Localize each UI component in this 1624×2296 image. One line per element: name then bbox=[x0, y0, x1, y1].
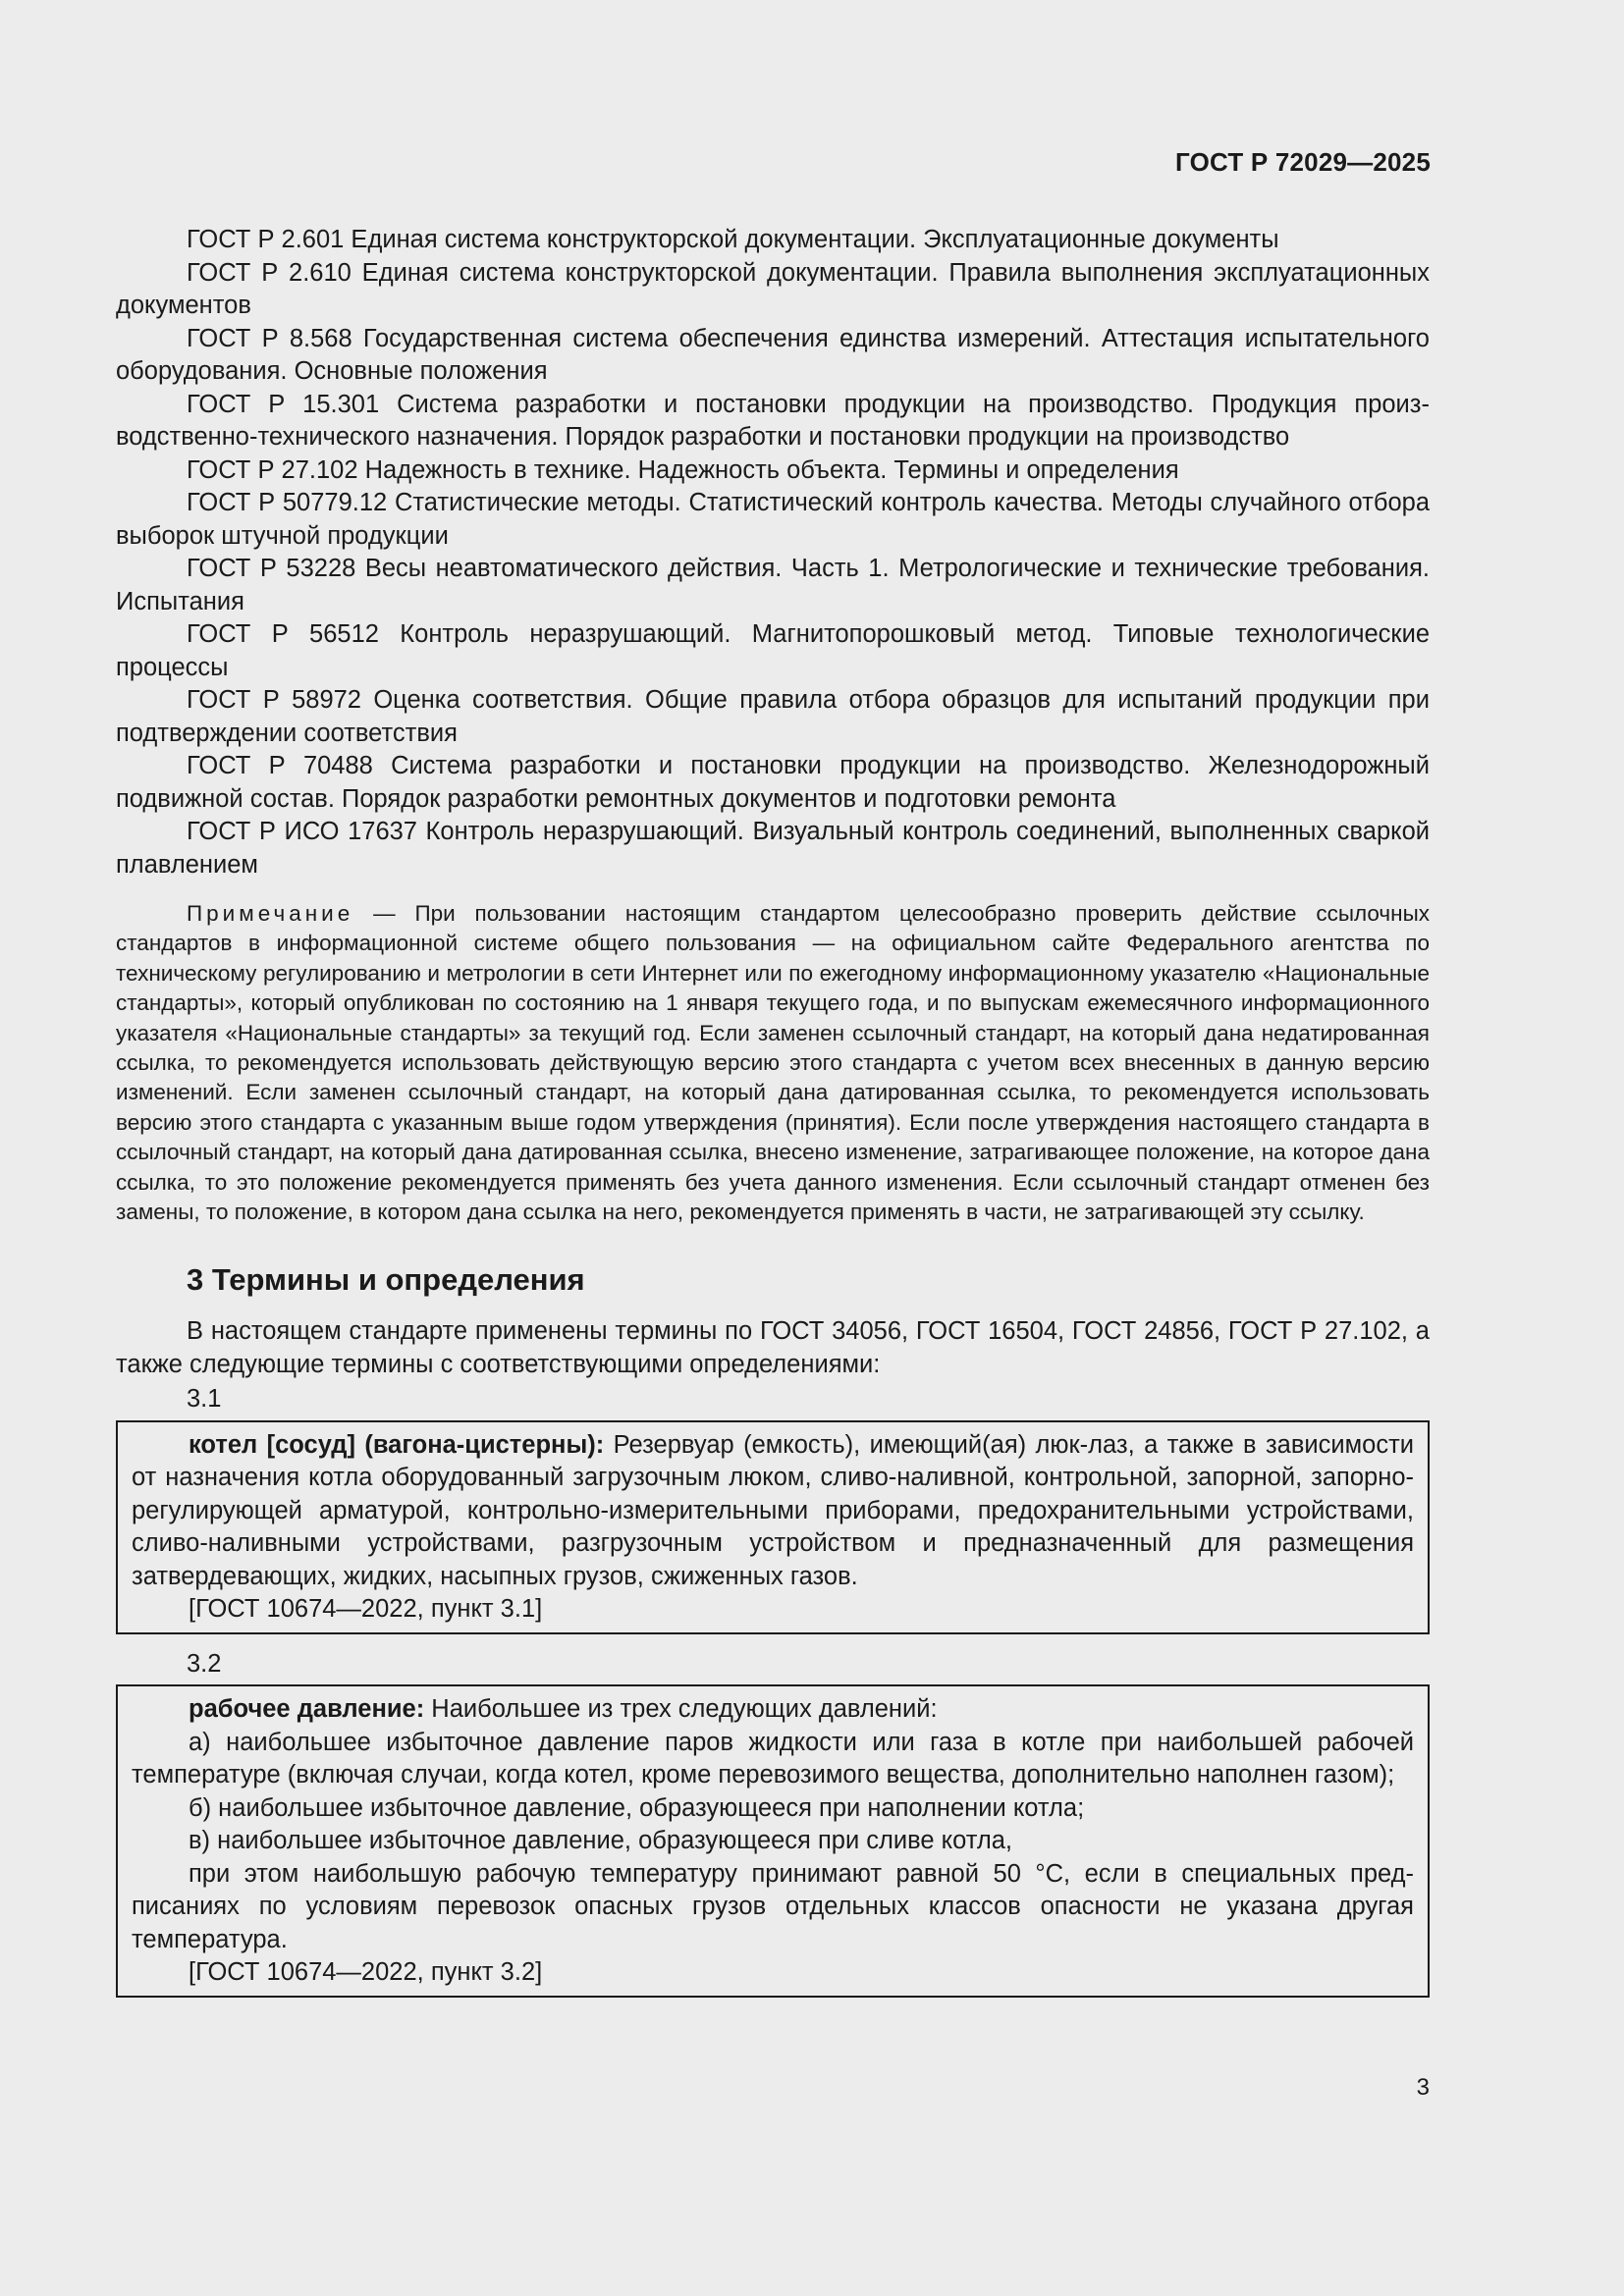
reference-item: ГОСТ Р 53228 Весы неавтоматического действия. Часть 1. Метрологические и технические требования. Испытания bbox=[116, 555, 1430, 615]
term-source: [ГОСТ 10674—2022, пункт 3.1] bbox=[189, 1595, 543, 1624]
term-number: 3.2 bbox=[187, 1649, 222, 1678]
reference-item: ГОСТ Р 56512 Контроль неразрушающий. Магнитопорошковый метод. Типовые технологические процессы bbox=[116, 620, 1430, 681]
term-list-item: б) наибольшее избыточное давление, образующееся при наполнении котла; bbox=[189, 1793, 1085, 1822]
note-paragraph bbox=[116, 899, 1430, 1227]
section-intro: В настоящем стандарте применены термины по ГОСТ 34056, ГОСТ 16504, ГОСТ 24856, ГОСТ Р 27.102, а также следующие термины с соответствующими определениями: bbox=[116, 1317, 1430, 1378]
note-text: — При пользовании настоящим стандартом целесообразно проверить действие ссылочных стандартов в информационной системе общего пользования — на официальном сайте Федерального агентства по техническому регулированию и метрологии в сети Интернет или по ежегодному информационному указателю «Национальные стандарты», который опубликован по состоянию на 1 января текущего года, и по выпускам ежемесячного информационного указателя «Национальные стандарты» за текущий год. Если заменен ссылочный стандарт, на который дана недатированная ссылка, то рекомендуется использовать действующую версию этого стандарта с учетом всех внесенных в данную версию изменений. Если заменен ссылочный стандарт, на который дана датированная ссылка, то рекомендуется использовать версию этого стандарта с указанным выше годом утверждения (принятия). Если после утверждения настоящего стандарта в ссылочный стандарт, на который дана датированная ссылка, внесено изменение, затрагивающее положение, на которое дана ссылка, то это положение рекомендуется применять без учета данного изменения. Если ссылочный стандарт отменен без замены, то положение, в котором дана ссылка на него, рекомендуется применять в части, не затрагивающей эту ссылку. bbox=[116, 901, 1430, 1225]
term-text: Наибольшее из трех следующих давлений: bbox=[424, 1695, 938, 1724]
page-content bbox=[116, 224, 1430, 2011]
reference-item: ГОСТ Р 2.610 Единая система конструкторской документации. Правила выполнения эксплуатационных документов bbox=[116, 258, 1430, 319]
document-code: ГОСТ Р 72029—2025 bbox=[1175, 147, 1431, 177]
page-number: 3 bbox=[1416, 2074, 1430, 2101]
reference-item: ГОСТ Р 8.568 Государственная система обеспечения единства измерений. Аттестация испытательного оборудования. Основные положения bbox=[116, 324, 1430, 385]
references-list bbox=[116, 224, 1430, 881]
term-source: [ГОСТ 10674—2022, пункт 3.2] bbox=[189, 1958, 543, 1987]
term-text: Резервуар (емкость), имеющий(ая) люк-лаз, а также в зависимости от назначения котла оборудованный загрузочным люком, сливо-наливной, контрольной, запорной, запорно-регулирующей арматурой, контрольно-измерительными приборами, предохранительными устройствами, сливо-наливными устройствами, разгрузочным устройством и предназначенный для размещения затвердевающих, жидких, насыпных грузов, сжиженных газов. bbox=[132, 1430, 1414, 1590]
term-list-item: а) наибольшее избыточное давление паров жидкости или газа в котле при наибольшей рабочей температуре (включая случаи, когда котел, кроме перевозимого вещества, дополнительно наполнен газом); bbox=[132, 1728, 1414, 1789]
term-name: рабочее давление: bbox=[189, 1695, 425, 1724]
reference-item: ГОСТ Р ИСО 17637 Контроль неразрушающий. Визуальный контроль соединений, выполненных сваркой плавлением bbox=[116, 818, 1430, 879]
reference-item: ГОСТ Р 15.301 Система разработки и постановки продукции на производство. Продукция производственно-технического назначения. Порядок разработки и постановки продукции на производство bbox=[116, 390, 1430, 451]
term-definition bbox=[132, 1693, 1414, 1727]
term-name: котел [сосуд] (вагона-цистерны): bbox=[189, 1430, 605, 1459]
reference-item: ГОСТ Р 50779.12 Статистические методы. Статистический контроль качества. Методы случайного отбора выборок штучной продукции bbox=[116, 489, 1430, 550]
note-label: Примечание bbox=[187, 901, 354, 926]
reference-item: ГОСТ Р 58972 Оценка соответствия. Общие правила отбора образцов для испытаний продукции при подтверждении соответствия bbox=[116, 686, 1430, 747]
reference-item: ГОСТ Р 27.102 Надежность в технике. Надежность объекта. Термины и определения bbox=[187, 455, 1179, 484]
term-number: 3.1 bbox=[187, 1385, 222, 1414]
term-definition-box bbox=[116, 1684, 1430, 1998]
reference-item: ГОСТ Р 2.601 Единая система конструкторской документации. Эксплуатационные документы bbox=[187, 226, 1279, 253]
term-definition bbox=[132, 1429, 1414, 1594]
term-tail: при этом наибольшую рабочую температуру принимают равной 50 °С, если в специальных предписаниях по условиям перевозок опасных грузов отдельных классов опасности не указана другая температура. bbox=[132, 1859, 1414, 1953]
reference-item: ГОСТ Р 70488 Система разработки и постановки продукции на производство. Железнодорожный подвижной состав. Порядок разработки ремонтных документов и подготовки ремонта bbox=[116, 752, 1430, 813]
section-title: 3 Термины и определения bbox=[187, 1262, 585, 1298]
term-list-item: в) наибольшее избыточное давление, образующееся при сливе котла, bbox=[189, 1827, 1012, 1855]
term-definition-box bbox=[116, 1420, 1430, 1634]
